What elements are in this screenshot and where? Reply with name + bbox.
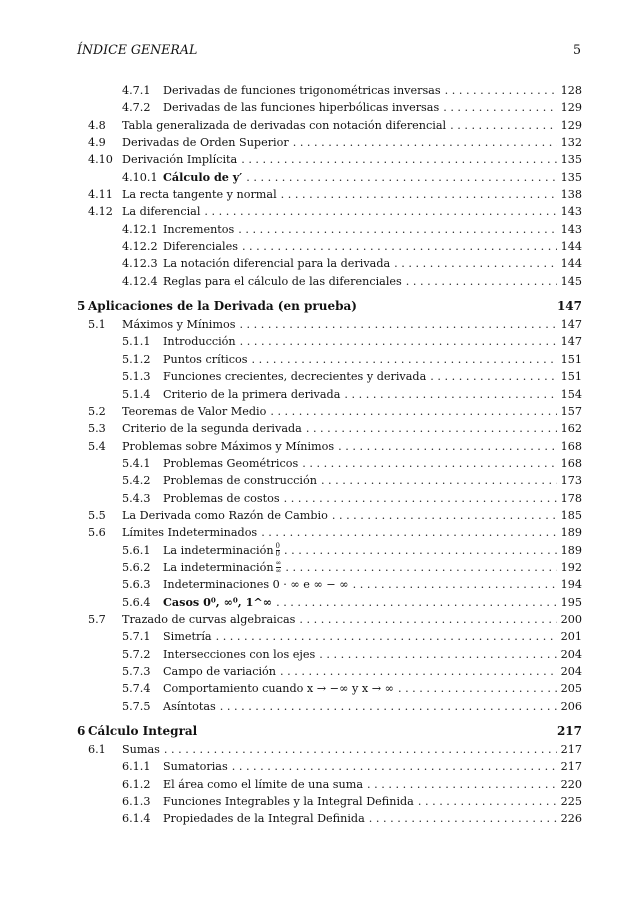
toc-entry[interactable] (77, 646, 582, 663)
toc-entry-number: 5.3 (88, 422, 106, 436)
toc-entry[interactable] (77, 99, 582, 116)
toc-entry-title-text: La notación diferencial para la derivada (163, 257, 391, 271)
toc-entry-title (163, 99, 439, 116)
toc-entry[interactable] (77, 758, 582, 775)
toc-entry[interactable] (77, 221, 582, 238)
toc-entry-title-text: Campo de variación (163, 665, 277, 678)
toc-entry-title-text: Problemas de costos (163, 491, 280, 505)
toc-entry-title (122, 151, 237, 168)
toc-entry-number: 5.7.2 (122, 647, 151, 661)
toc-entry-title-text: Funciones crecientes, decrecientes y derivada (163, 370, 427, 384)
toc-entry[interactable] (77, 628, 582, 645)
toc-entry[interactable] (77, 680, 582, 697)
toc-entry-title (163, 368, 426, 385)
dot-leader (418, 793, 557, 810)
toc-entry-number: 6 (77, 724, 86, 739)
toc-entry-title-text: Funciones Integrables y la Integral Definida (163, 795, 414, 809)
toc-entry-page: 147 (560, 318, 582, 332)
toc-entry-page: 189 (560, 526, 582, 540)
toc-entry-number: 5.6.1 (122, 543, 151, 557)
toc-entry-title (122, 438, 334, 455)
toc-entry-number: 5.6.3 (122, 578, 151, 592)
fraction-denominator: 0 (275, 550, 280, 559)
toc-chapter-entry[interactable] (77, 722, 582, 741)
toc-entry[interactable] (77, 741, 582, 758)
toc-entry-title-text: Aplicaciones de la Derivada (en prueba) (88, 299, 357, 314)
toc-entry-number: 5.7.3 (122, 665, 151, 678)
toc-entry-page: 168 (560, 439, 582, 453)
toc-entry-number: 4.12.2 (122, 240, 158, 254)
toc-entry-page: 144 (560, 257, 582, 271)
toc-entry-page: 178 (560, 491, 582, 505)
toc-entry-title-text: Cálculo Integral (88, 724, 198, 739)
dot-leader (220, 698, 557, 715)
toc-entry-title (163, 238, 238, 255)
toc-entry-title (163, 646, 315, 663)
fraction (276, 543, 280, 558)
toc-entry[interactable] (77, 238, 582, 255)
toc-entry-title-text: Reglas para el cálculo de las diferenciales (163, 274, 402, 288)
toc-entry-title (122, 117, 446, 134)
toc-entry-page: 205 (560, 682, 582, 696)
toc-entry-page: 192 (560, 560, 582, 574)
toc-entry-title (122, 420, 302, 437)
toc-entry-page: 226 (560, 812, 582, 826)
dot-leader (394, 255, 556, 272)
toc-entry[interactable] (77, 507, 582, 524)
toc-entry-title-text: Criterio de la primera derivada (163, 387, 341, 401)
toc-entry-title-text: Casos 0⁰, ∞⁰, 1^∞ (163, 594, 273, 609)
dot-leader (319, 646, 556, 663)
toc-entry-page: 154 (560, 387, 582, 401)
dot-leader (332, 507, 557, 524)
toc-entry[interactable] (77, 793, 582, 810)
toc-entry-number: 6.1.3 (122, 795, 151, 809)
toc-entry-page: 129 (560, 101, 582, 115)
toc-entry-number: 4.7.2 (122, 101, 151, 115)
toc-entry[interactable] (77, 368, 582, 385)
toc-entry-title-text: Trazado de curvas algebraicas (122, 612, 296, 626)
toc-entry-title-text: Propiedades de la Integral Definida (163, 812, 365, 826)
toc-entry[interactable] (77, 594, 582, 611)
toc-entry-number: 4.8 (88, 118, 106, 132)
dot-leader (306, 420, 557, 437)
toc-entry-number: 5.6 (88, 526, 106, 540)
toc-entry-title (122, 186, 277, 203)
toc-entry-number: 5.4 (88, 439, 106, 453)
toc-entry-page: 217 (560, 760, 582, 774)
toc-entry-title-text: Derivadas de las funciones hiperbólicas inversas (163, 101, 440, 115)
dot-leader (239, 316, 556, 333)
toc-entry-title-text: Límites Indeterminados (122, 526, 258, 540)
toc-entry[interactable] (77, 403, 582, 420)
dot-leader (285, 559, 556, 576)
toc-entry-title-text: Derivación Implícita (122, 153, 238, 167)
toc-entry-title (163, 594, 272, 611)
toc-entry-title-text: Puntos críticos (163, 352, 248, 366)
toc-entry[interactable] (77, 559, 582, 576)
toc-entry-title (122, 611, 295, 628)
toc-entry-number: 4.12.4 (122, 274, 158, 288)
toc-entry-number: 5 (77, 299, 86, 314)
toc-entry-title-text: Tabla generalizada de derivadas con notación diferencial (122, 118, 447, 132)
toc-entry-title-text: Indeterminaciones 0 · ∞ e ∞ − ∞ (163, 578, 349, 592)
toc-entry-number: 6.1.1 (122, 760, 151, 774)
dot-leader (281, 186, 557, 203)
toc-entry-number: 6.1.4 (122, 812, 151, 826)
toc-entry-number: 5.1 (88, 318, 106, 332)
toc-entry-title (163, 698, 216, 715)
dot-leader (251, 351, 556, 368)
toc-entry-page: 185 (560, 508, 582, 522)
toc-entry[interactable] (77, 117, 582, 134)
toc-entry-title-text: Criterio de la segunda derivada (122, 422, 302, 436)
toc-entry-number: 5.1.2 (122, 352, 151, 366)
toc-entry-number: 5.6.4 (122, 595, 151, 609)
toc-entry-page: 138 (560, 188, 582, 202)
fraction-numerator: ∞ (275, 559, 282, 568)
toc-entry-page: 132 (560, 136, 582, 150)
toc-entry[interactable] (77, 203, 582, 220)
toc-entry-title (122, 741, 160, 758)
toc-entry-number: 4.11 (88, 188, 113, 202)
toc-entry-title (163, 542, 280, 559)
toc-entry-title (163, 776, 363, 793)
dot-leader (280, 663, 557, 680)
toc-entry-title (163, 386, 340, 403)
toc-entry-page: 173 (560, 474, 582, 488)
toc-entry-number: 4.12.3 (122, 257, 158, 271)
toc-entry[interactable] (77, 472, 582, 489)
toc-entry-title (163, 793, 414, 810)
dot-leader (344, 386, 556, 403)
toc-entry-title (88, 722, 197, 741)
toc-entry-number: 5.7 (88, 612, 106, 626)
toc-entry[interactable] (77, 542, 582, 559)
toc-entry[interactable] (77, 420, 582, 437)
toc-entry[interactable] (77, 134, 582, 151)
dot-leader (321, 472, 557, 489)
toc-entry-number: 4.12 (88, 205, 113, 219)
dot-leader (299, 611, 556, 628)
dot-leader (216, 628, 557, 645)
toc-entry-title-text: Asíntotas (163, 699, 216, 713)
toc-entry-page: 189 (560, 543, 582, 557)
dot-leader (246, 169, 556, 186)
dot-leader (238, 221, 556, 238)
toc-entry-page: 147 (556, 299, 582, 314)
toc-entry-title-text: La indeterminación (163, 560, 274, 574)
dot-leader (232, 758, 557, 775)
toc-entry-number: 4.9 (88, 136, 106, 150)
toc-entry[interactable] (77, 316, 582, 333)
toc-entry-title-text: Comportamiento cuando x → −∞ y x → ∞ (163, 682, 394, 696)
toc-entry-title (163, 333, 236, 350)
toc-entry-page: 195 (560, 595, 582, 609)
toc-entry-title-text: La indeterminación (163, 543, 274, 557)
table-of-contents (77, 82, 582, 828)
toc-entry[interactable] (77, 663, 582, 680)
dot-leader (302, 455, 556, 472)
dot-leader (430, 368, 556, 385)
toc-entry-title-text: La diferencial (122, 205, 201, 219)
toc-entry-title (122, 524, 257, 541)
toc-entry[interactable] (77, 455, 582, 472)
toc-entry-title (163, 221, 234, 238)
toc-entry-number: 4.10.1 (122, 170, 158, 184)
toc-entry-title (163, 255, 390, 272)
toc-entry-page: 135 (560, 153, 582, 167)
toc-entry-title (163, 169, 242, 186)
toc-entry-title (163, 680, 394, 697)
dot-leader (241, 151, 556, 168)
toc-entry[interactable] (77, 82, 582, 99)
toc-entry-title (163, 351, 247, 368)
toc-entry-title-text: Teoremas de Valor Medio (122, 404, 267, 418)
toc-entry-title-text: El área como el límite de una suma (163, 777, 364, 791)
toc-entry-number: 5.1.3 (122, 370, 151, 384)
dot-leader (261, 524, 556, 541)
toc-entry-title-text: Problemas Geométricos (163, 456, 299, 470)
fraction-numerator: 0 (275, 542, 280, 551)
toc-entry-page: 217 (560, 743, 582, 757)
toc-entry-title (122, 507, 328, 524)
toc-entry-title-text: Incrementos (163, 222, 235, 236)
toc-entry-title (163, 758, 228, 775)
toc-entry-page: 151 (560, 352, 582, 366)
fraction-denominator: ∞ (275, 567, 282, 576)
toc-entry-page: 194 (560, 578, 582, 592)
toc-entry-title (122, 316, 235, 333)
toc-entry-page: 151 (560, 370, 582, 384)
toc-entry-title (163, 273, 402, 290)
toc-entry-title (88, 297, 357, 316)
toc-entry[interactable] (77, 576, 582, 593)
dot-leader (270, 403, 556, 420)
toc-entry-page: 200 (560, 612, 582, 626)
toc-entry-title (163, 82, 441, 99)
toc-entry-page: 143 (560, 222, 582, 236)
toc-entry-title (163, 576, 349, 593)
toc-entry-title (163, 810, 365, 827)
toc-entry[interactable] (77, 438, 582, 455)
dot-leader (450, 117, 557, 134)
toc-entry-title-text: La recta tangente y normal (122, 188, 277, 202)
toc-entry-page: 204 (560, 647, 582, 661)
toc-entry-page: 144 (560, 240, 582, 254)
toc-entry-title-text: Diferenciales (163, 240, 238, 254)
toc-entry-number: 5.2 (88, 404, 106, 418)
toc-entry-number: 5.7.1 (122, 630, 151, 644)
toc-entry-number: 4.12.1 (122, 222, 158, 236)
toc-entry-number: 6.1.2 (122, 777, 151, 791)
running-header (77, 42, 581, 58)
toc-entry[interactable] (77, 386, 582, 403)
toc-chapter-entry[interactable] (77, 297, 582, 316)
toc-entry-page: 145 (560, 274, 582, 288)
toc-entry-number: 5.4.1 (122, 456, 151, 470)
dot-leader (353, 576, 557, 593)
toc-entry-title-text: Derivadas de Orden Superior (122, 136, 289, 150)
toc-entry-page: 135 (560, 170, 582, 184)
dot-leader (284, 490, 557, 507)
toc-entry-page: 201 (560, 630, 582, 644)
toc-entry-number: 5.4.3 (122, 491, 151, 505)
header-title: ÍNDICE GENERAL (77, 42, 198, 57)
toc-entry[interactable] (77, 151, 582, 168)
toc-entry-title-text: Cálculo de y′ (163, 169, 243, 184)
toc-entry-title-text: Simetría (163, 630, 212, 644)
toc-entry-title (163, 663, 276, 680)
toc-entry[interactable] (77, 776, 582, 793)
toc-entry-title (163, 559, 281, 576)
dot-leader (204, 203, 556, 220)
dot-leader (293, 134, 557, 151)
toc-entry-number: 5.4.2 (122, 474, 151, 488)
dot-leader (369, 810, 557, 827)
toc-entry[interactable] (77, 273, 582, 290)
toc-entry-page: 147 (560, 335, 582, 349)
toc-entry-title (163, 490, 280, 507)
toc-entry[interactable] (77, 255, 582, 272)
toc-entry-number: 5.5 (88, 508, 106, 522)
toc-entry-page: 225 (560, 795, 582, 809)
toc-entry[interactable] (77, 698, 582, 715)
toc-entry-title (163, 472, 317, 489)
toc-entry[interactable] (77, 611, 582, 628)
fraction (276, 560, 282, 575)
toc-entry-page: 220 (560, 777, 582, 791)
toc-entry-title-text: Intersecciones con los ejes (163, 647, 316, 661)
toc-entry-page: 206 (560, 699, 582, 713)
toc-entry-number: 4.10 (88, 153, 113, 167)
dot-leader (445, 82, 557, 99)
toc-entry[interactable] (77, 490, 582, 507)
toc-entry[interactable] (77, 810, 582, 827)
toc-entry-number: 4.7.1 (122, 84, 151, 97)
page-number: 5 (572, 42, 581, 57)
toc-entry-title (122, 403, 266, 420)
dot-leader (338, 438, 556, 455)
toc-entry-page: 129 (560, 118, 582, 132)
toc-entry-title-text: Problemas de construcción (163, 474, 317, 488)
toc-entry[interactable] (77, 524, 582, 541)
toc-entry-title (163, 628, 212, 645)
toc-entry-page: 143 (560, 205, 582, 219)
toc-entry-number: 5.1.1 (122, 335, 151, 349)
dot-leader (276, 594, 557, 611)
toc-entry-number: 5.1.4 (122, 387, 151, 401)
toc-entry-title-text: Derivadas de funciones trigonométricas inversas (163, 84, 441, 97)
dot-leader (242, 238, 557, 255)
toc-entry-page: 217 (556, 724, 582, 739)
toc-entry-number: 5.6.2 (122, 560, 151, 574)
toc-entry-title (122, 134, 289, 151)
toc-entry[interactable] (77, 333, 582, 350)
dot-leader (240, 333, 557, 350)
toc-entry-page: 204 (560, 665, 582, 678)
dot-leader (164, 741, 557, 758)
toc-entry-title-text: Problemas sobre Máximos y Mínimos (122, 439, 335, 453)
dot-leader (443, 99, 556, 116)
toc-entry-title-text: Máximos y Mínimos (122, 318, 236, 332)
toc-entry-number: 6.1 (88, 743, 106, 757)
toc-entry-number: 5.7.5 (122, 699, 151, 713)
toc-entry-title-text: Introducción (163, 335, 236, 349)
toc-entry-title (163, 455, 298, 472)
toc-entry-title (122, 203, 200, 220)
toc-entry[interactable] (77, 186, 582, 203)
dot-leader (406, 273, 557, 290)
dot-leader (398, 680, 557, 697)
toc-entry-page: 157 (560, 404, 582, 418)
toc-entry-page: 162 (560, 422, 582, 436)
toc-entry[interactable] (77, 169, 582, 186)
toc-entry[interactable] (77, 351, 582, 368)
toc-entry-page: 128 (560, 84, 582, 97)
toc-entry-title-text: La Derivada como Razón de Cambio (122, 508, 328, 522)
toc-entry-title-text: Sumatorias (163, 760, 228, 774)
toc-entry-number: 5.7.4 (122, 682, 151, 696)
toc-entry-page: 168 (560, 456, 582, 470)
toc-entry-title-text: Sumas (122, 743, 160, 757)
dot-leader (367, 776, 557, 793)
dot-leader (284, 542, 557, 559)
